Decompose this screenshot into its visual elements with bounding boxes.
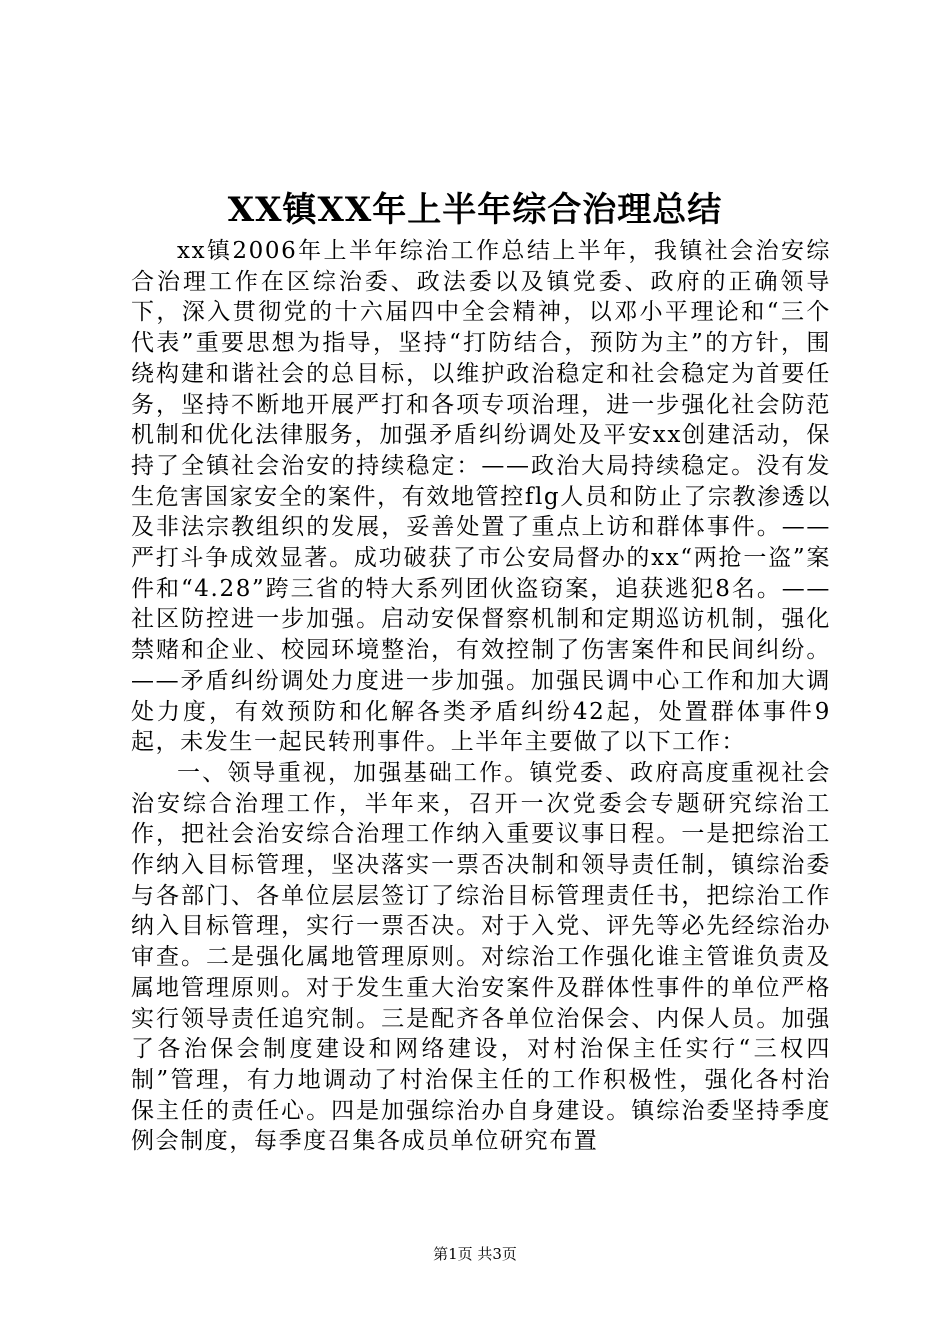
page-number-footer: 第1页 共3页	[433, 1245, 517, 1263]
paragraph: 一、领导重视，加强基础工作。镇党委、政府高度重视社会治安综合治理工作，半年来，召开一次党委会专题研究综治工作，把社会治安综合治理工作纳入重要议事日程。一是把综治工作纳入目标管理，坚决落实一票否决制和领导责任制，镇综治委与各部门、各单位层层签订了综治目标管理责任书，把综治工作纳入目标管理，实行一票否决。对于入党、评先等必先经综治办审查。二是强化属地管理原则。对综治工作强化谁主管谁负责及属地管理原则。对于发生重大治安案件及群体性事件的单位严格实行领导责任追究制。三是配齐各单位治保会、内保人员。加强了各治保会制度建设和网络建设，对村治保主任实行“三权四制”管理，有力地调动了村治保主任的工作积极性，强化各村治保主任的责任心。四是加强综治办自身建设。镇综治委坚持季度例会制度，每季度召集各成员单位研究布置	[131, 759, 831, 1155]
paragraph: xx镇2006年上半年综治工作总结上半年，我镇社会治安综合治理工作在区综治委、政法委以及镇党委、政府的正确领导下，深入贯彻党的十六届四中全会精神，以邓小平理论和“三个代表”重要思想为指导，坚持“打防结合，预防为主”的方针，围绕构建和谐社会的总目标，以维护政治稳定和社会稳定为首要任务，坚持不断地开展严打和各项专项治理，进一步强化社会防范机制和优化法律服务，加强矛盾纠纷调处及平安xx创建活动，保持了全镇社会治安的持续稳定：——政治大局持续稳定。没有发生危害国家安全的案件，有效地管控flg人员和防止了宗教渗透以及非法宗教组织的发展，妥善处置了重点上访和群体事件。——严打斗争成效显著。成功破获了市公安局督办的xx“两抢一盗”案件和“4.28”跨三省的特大系列团伙盗窃案，追获逃犯8名。——社区防控进一步加强。启动安保督察机制和定期巡访机制，强化禁赌和企业、校园环境整治，有效控制了伤害案件和民间纠纷。——矛盾纠纷调处力度进一步加强。加强民调中心工作和加大调处力度，有效预防和化解各类矛盾纠纷42起，处置群体事件9起，未发生一起民转刑事件。上半年主要做了以下工作：	[131, 238, 831, 756]
document-body	[131, 236, 831, 1157]
page-title: XX镇XX年上半年综合治理总结	[227, 190, 723, 230]
